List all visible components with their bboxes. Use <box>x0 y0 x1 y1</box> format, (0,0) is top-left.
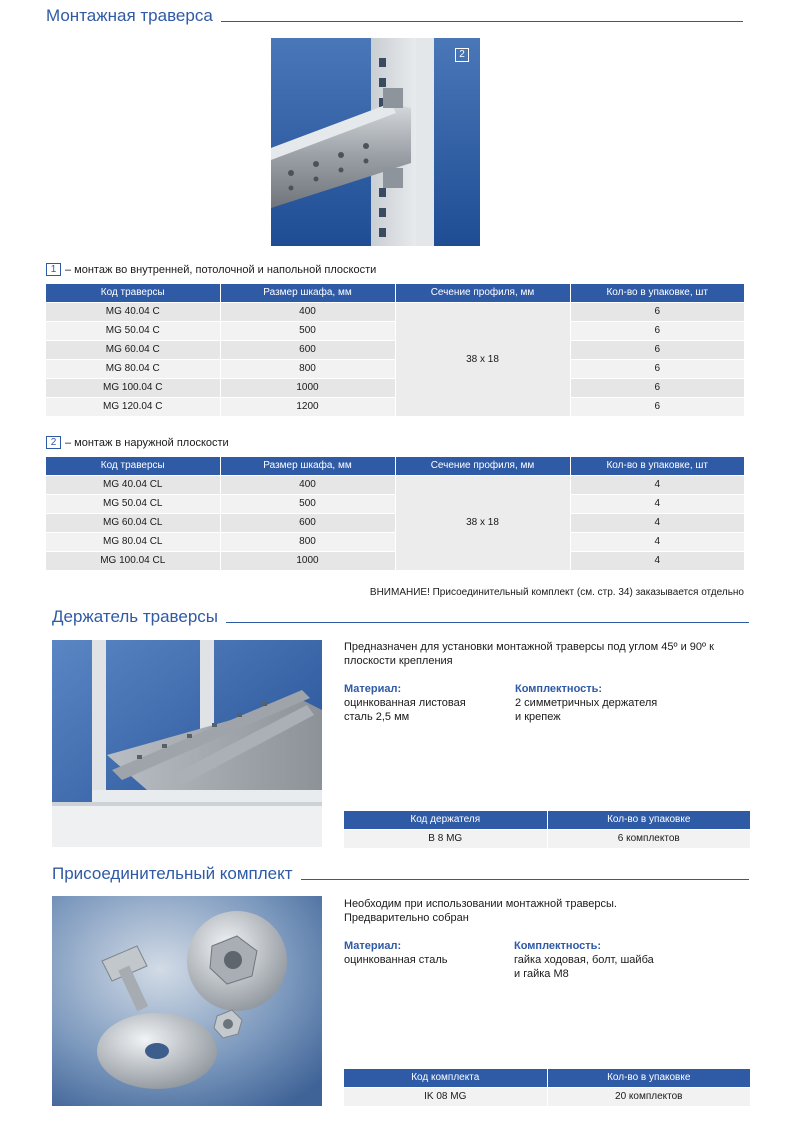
connector-kit-material <box>344 939 509 967</box>
material-line: оцинкованная сталь <box>344 954 448 966</box>
traverse-table-outer <box>46 457 744 570</box>
section-divider <box>226 622 749 623</box>
cell-size: 600 <box>220 513 395 532</box>
cell-qty: 6 <box>570 321 744 340</box>
cell-qty: 6 <box>570 378 744 397</box>
col-header-code: Код комплекта <box>344 1069 547 1087</box>
cell-size: 600 <box>220 340 395 359</box>
material-label: Материал: <box>344 683 402 695</box>
cell-qty: 4 <box>570 532 744 551</box>
cell-code: MG 80.04 C <box>46 359 220 378</box>
table2-caption <box>46 436 229 449</box>
cell-code: MG 120.04 C <box>46 397 220 416</box>
material-line: сталь 2,5 мм <box>344 711 410 723</box>
section-divider <box>221 21 743 22</box>
photo-badge: 2 <box>455 48 469 62</box>
col-header-qty: Кол-во в упаковке <box>547 811 750 829</box>
section-divider <box>301 879 749 880</box>
cell-qty: 4 <box>570 475 744 494</box>
col-header-section: Сечение профиля, мм <box>395 284 570 302</box>
connector-kit-table <box>344 1069 750 1106</box>
cell-code: MG 50.04 CL <box>46 494 220 513</box>
attention-note: ВНИМАНИЕ! Присоединительный комплект (см. стр. 34) заказывается отдельно <box>369 587 744 598</box>
connector-kit-kit <box>514 939 714 981</box>
cell-size: 400 <box>220 475 395 494</box>
cell-code: B 8 MG <box>344 829 547 848</box>
cell-size: 500 <box>220 321 395 340</box>
cell-qty: 6 <box>570 340 744 359</box>
col-header-qty: Кол-во в упаковке, шт <box>570 284 744 302</box>
table2-caption-text: – монтаж в наружной плоскости <box>65 436 229 449</box>
cell-section: 38 х 18 <box>395 302 570 416</box>
section-header-holder <box>52 607 749 627</box>
kit-label: Комплектность: <box>515 683 603 695</box>
section-title: Присоединительный комплект <box>52 864 293 883</box>
holder-description: Предназначен для установки монтажной траверсы под углом 45º и 90º к плоскости крепления <box>344 641 714 667</box>
col-header-qty: Кол-во в упаковке, шт <box>570 457 744 475</box>
col-header-code: Код траверсы <box>46 284 220 302</box>
material-label: Материал: <box>344 940 402 952</box>
kit-line: и гайка М8 <box>514 968 569 980</box>
table-row <box>46 475 744 494</box>
holder-kit <box>515 682 715 724</box>
description-line: Предварительно собран <box>344 912 469 924</box>
kit-label: Комплектность: <box>514 940 602 952</box>
section-header-connector-kit <box>52 864 749 884</box>
col-header-size: Размер шкафа, мм <box>220 457 395 475</box>
cell-size: 400 <box>220 302 395 321</box>
cell-size: 500 <box>220 494 395 513</box>
table-row <box>344 829 750 848</box>
table2-badge: 2 <box>46 436 61 449</box>
cell-code: MG 60.04 C <box>46 340 220 359</box>
traverse-photo <box>271 38 480 246</box>
table1-badge: 1 <box>46 263 61 276</box>
cell-qty: 4 <box>570 551 744 570</box>
traverse-table-inner <box>46 284 744 416</box>
table1-caption-text: – монтаж во внутренней, потолочной и напольной плоскости <box>65 263 377 276</box>
cell-size: 800 <box>220 359 395 378</box>
material-line: оцинкованная листовая <box>344 697 466 709</box>
section-title: Держатель траверсы <box>52 607 219 626</box>
col-header-size: Размер шкафа, мм <box>220 284 395 302</box>
cell-code: MG 60.04 CL <box>46 513 220 532</box>
col-header-section: Сечение профиля, мм <box>395 457 570 475</box>
col-header-code: Код держателя <box>344 811 547 829</box>
cell-qty: 4 <box>570 494 744 513</box>
cell-code: MG 80.04 CL <box>46 532 220 551</box>
cell-qty: 6 <box>570 302 744 321</box>
holder-photo <box>52 640 322 847</box>
kit-line: гайка ходовая, болт, шайба <box>514 954 654 966</box>
connector-kit-photo <box>52 896 322 1106</box>
cell-code: MG 100.04 C <box>46 378 220 397</box>
cell-section: 38 х 18 <box>395 475 570 570</box>
section-title: Монтажная траверса <box>46 6 213 25</box>
connector-kit-description <box>344 897 754 925</box>
cell-code: MG 50.04 C <box>46 321 220 340</box>
cell-qty: 6 <box>570 359 744 378</box>
table1-caption <box>46 263 376 276</box>
cell-code: MG 40.04 C <box>46 302 220 321</box>
cell-code: MG 100.04 CL <box>46 551 220 570</box>
cell-size: 800 <box>220 532 395 551</box>
cell-code: IK 08 MG <box>344 1087 547 1106</box>
table-row <box>344 1087 750 1106</box>
description-line: Необходим при использовании монтажной траверсы. <box>344 898 617 910</box>
cell-qty: 6 комплектов <box>547 829 750 848</box>
cell-size: 1000 <box>220 378 395 397</box>
kit-line: и крепеж <box>515 711 561 723</box>
cell-qty: 4 <box>570 513 744 532</box>
kit-line: 2 симметричных держателя <box>515 697 658 709</box>
section-header-traverse <box>46 6 743 26</box>
table-row <box>46 302 744 321</box>
cell-size: 1200 <box>220 397 395 416</box>
holder-material <box>344 682 509 724</box>
holder-table <box>344 811 750 848</box>
col-header-code: Код траверсы <box>46 457 220 475</box>
cell-size: 1000 <box>220 551 395 570</box>
col-header-qty: Кол-во в упаковке <box>547 1069 750 1087</box>
cell-qty: 6 <box>570 397 744 416</box>
cell-code: MG 40.04 CL <box>46 475 220 494</box>
cell-qty: 20 комплектов <box>547 1087 750 1106</box>
